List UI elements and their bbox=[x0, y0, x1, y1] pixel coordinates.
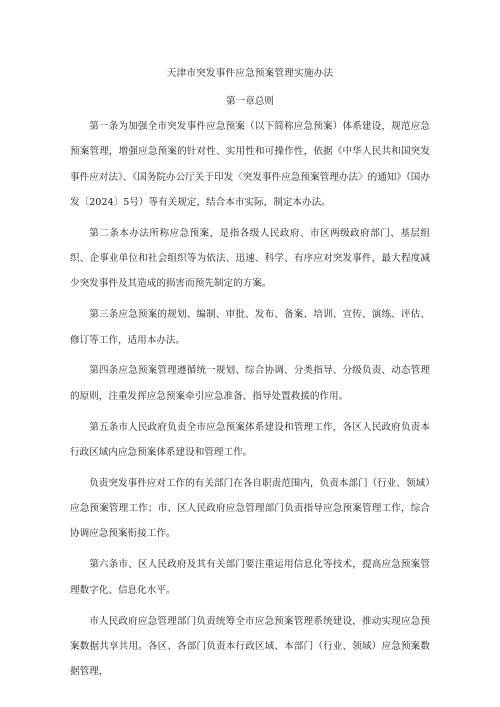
paragraph-article-1: 第一条为加强全市突发事件应急预案（以下简称应急预案）体系建设，规范应急预案管理，增强应急预案的针对性、实用性和可操作性，依据《中华人民共和国突发事件应对法》、《国务院办公厅关于印发〈突发事件应急预案管理办法〉的通知》（国办发〔2024〕5号）等有关规定，结合本市实际，制定本办法。 bbox=[70, 121, 430, 208]
document-title: 天津市突发事件应急预案管理实施办法 bbox=[166, 68, 334, 79]
paragraph-article-5-cont: 负责突发事件应对工作的有关部门在各自职责范围内，负责本部门（行业、领域）应急预案管理工作；市、区人民政府应急管理部门负责指导应急预案管理工作，综合协调应急预案衔接工作。 bbox=[70, 477, 430, 540]
paragraph-article-6: 第六条市、区人民政府及其有关部门要注重运用信息化等技术，提高应急预案管理数字化、信息化水平。 bbox=[70, 559, 430, 596]
paragraph-article-2: 第二条本办法所称应急预案，是指各级人民政府、市区两级政府部门、基层组织、企事业单位和社会组织等为依法、迅速、科学、有序应对突发事件，最大程度减少突发事件及其造成的损害而预先制定的方案。 bbox=[70, 227, 430, 290]
chapter-heading: 第一章总则 bbox=[226, 96, 274, 107]
document-body bbox=[70, 114, 430, 690]
paragraph-article-4: 第四条应急预案管理遵循统一规划、综合协调、分类指导、分级负责、动态管理的原则，注重发挥应急预案牵引应急准备、指导处置救援的作用。 bbox=[70, 365, 430, 402]
paragraph-article-6-cont: 市人民政府应急管理部门负责统筹全市应急预案管理系统建设，推动实现应急预案数据共享共用。各区、各部门负责本行政区域、本部门（行业、领域）应急预案数据管理， bbox=[70, 615, 430, 678]
paragraph-article-5: 第五条市人民政府负责全市应急预案体系建设和管理工作，各区人民政府负责本行政区域内应急预案体系建设和管理工作。 bbox=[70, 421, 430, 458]
paragraph-article-3: 第三条应急预案的规划、编制、审批、发布、备案、培训、宣传、演练、评估、修订等工作，适用本办法。 bbox=[70, 309, 430, 346]
